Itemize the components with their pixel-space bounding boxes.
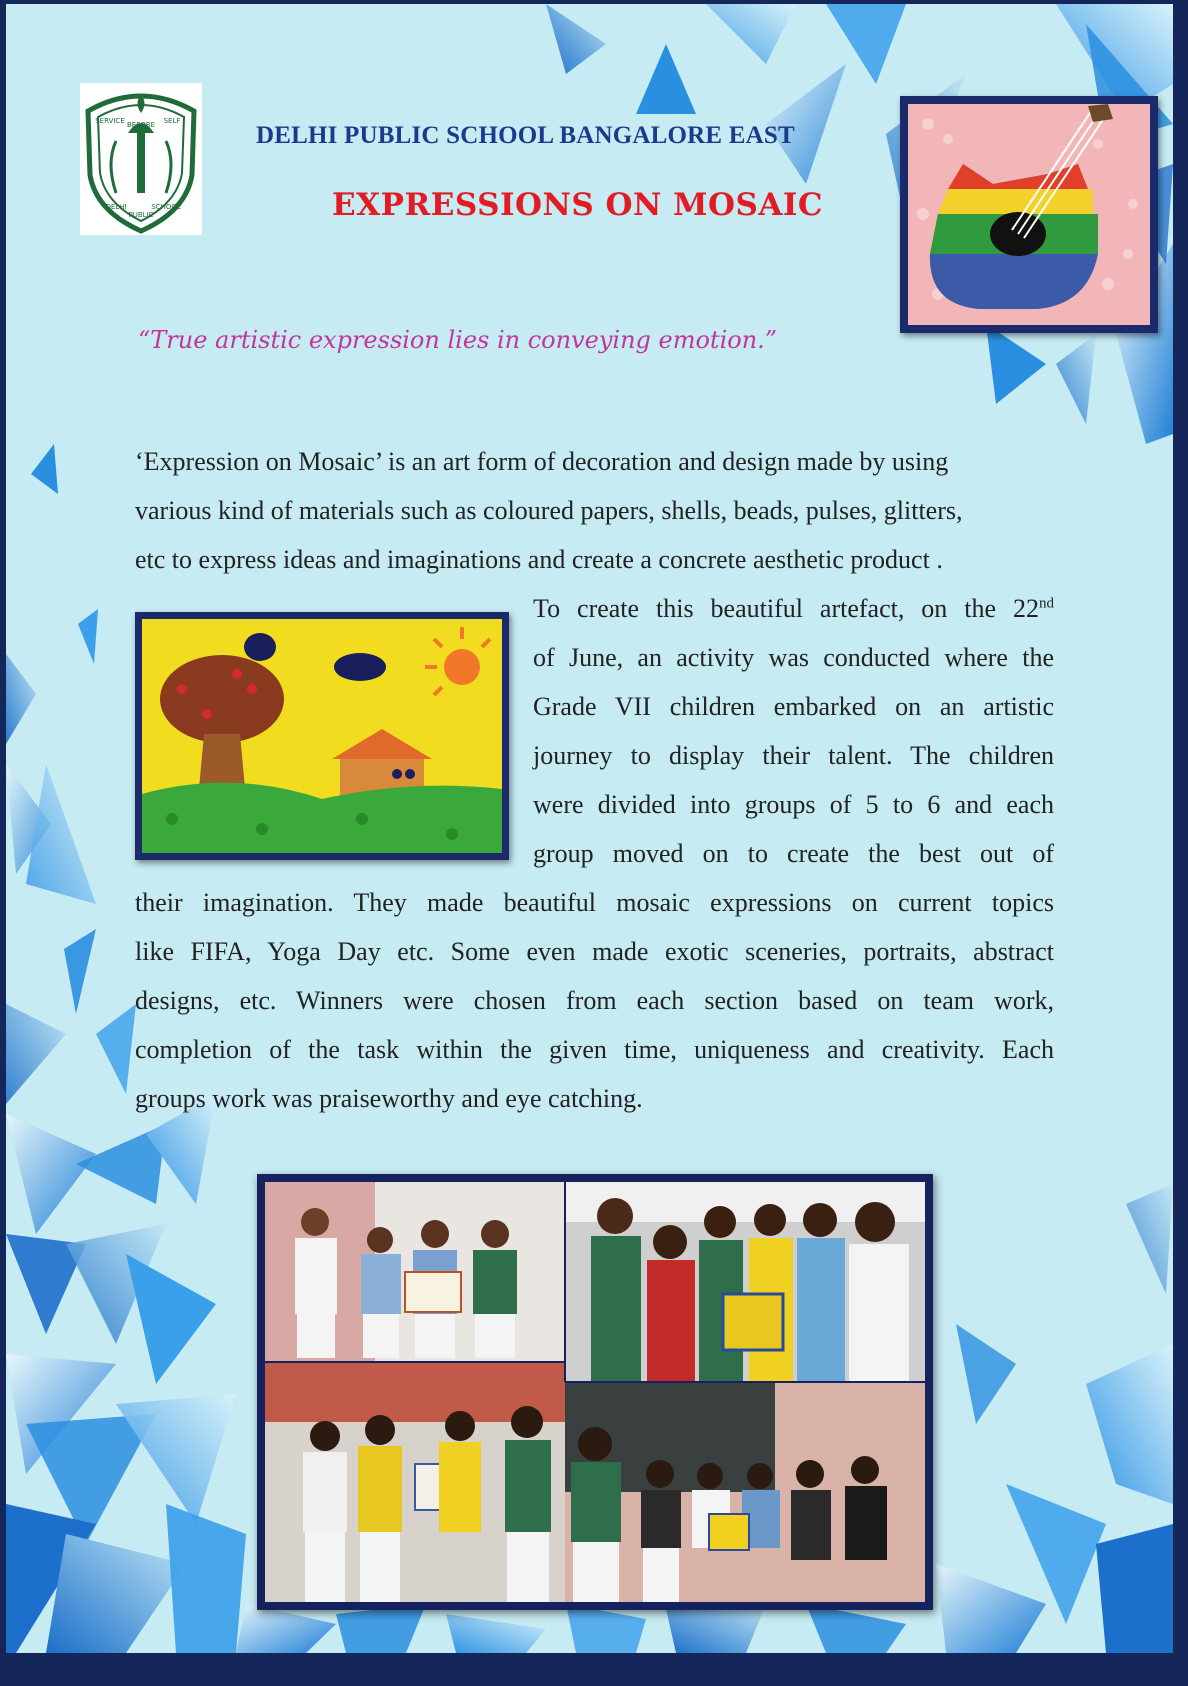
intro-line: ‘Expression on Mosaic’ is an art form of decoration and design made by using [135,447,949,476]
body-line: like FIFA, Yoga Day etc. Some even made exotic sceneries, portraits, abstract [135,937,1054,966]
svg-text:DELHI: DELHI [105,203,127,211]
body-line: their imagination. They made beautiful mosaic expressions on current topics [135,888,1054,917]
body-line: groups work was praiseworthy and eye catching. [135,1084,643,1113]
svg-text:SERVICE: SERVICE [95,117,125,125]
house-mosaic-photo [135,612,509,860]
intro-line: etc to express ideas and imaginations and create a concrete aesthetic product . [135,545,943,574]
svg-text:SCHOOL: SCHOOL [151,203,181,211]
bottom-border [0,1653,1188,1686]
wrap-line: journey to display their talent. The children [533,741,1054,770]
quote: “True artistic expression lies in conveying emotion.” [138,326,778,354]
group-photo-3 [265,1362,565,1602]
body-line: designs, etc. Winners were chosen from each section based on team work, [135,986,1054,1015]
event-title: EXPRESSIONS ON MOSAIC [332,187,824,223]
wrap-line: Grade VII children embarked on an artistic [533,692,1054,721]
group-photo-1 [265,1182,565,1362]
right-border [1173,0,1188,1686]
svg-text:BEFORE: BEFORE [126,121,156,129]
school-crest-logo [80,83,202,235]
body-line: completion of the task within the given time, uniqueness and creativity. Each [135,1035,1054,1064]
wrap-line: were divided into groups of 5 to 6 and each [533,790,1054,819]
group-photo-4 [565,1382,925,1602]
group-photo-2 [565,1182,925,1382]
guitar-mosaic-photo [900,96,1158,333]
wrap-line: To create this beautiful artefact, on the 22nd [533,594,1054,623]
poster-sheet [6,4,1173,1653]
student-photo-collage [257,1174,933,1610]
wrap-line: of June, an activity was conducted where the [533,643,1054,672]
svg-text:SELF: SELF [163,117,181,125]
wrap-line: group moved on to create the best out of [533,839,1054,868]
intro-line: various kind of materials such as coloured papers, shells, beads, pulses, glitters, [135,496,963,525]
svg-text:PUBLIC: PUBLIC [128,211,154,219]
school-name: DELHI PUBLIC SCHOOL BANGALORE EAST [256,122,795,149]
